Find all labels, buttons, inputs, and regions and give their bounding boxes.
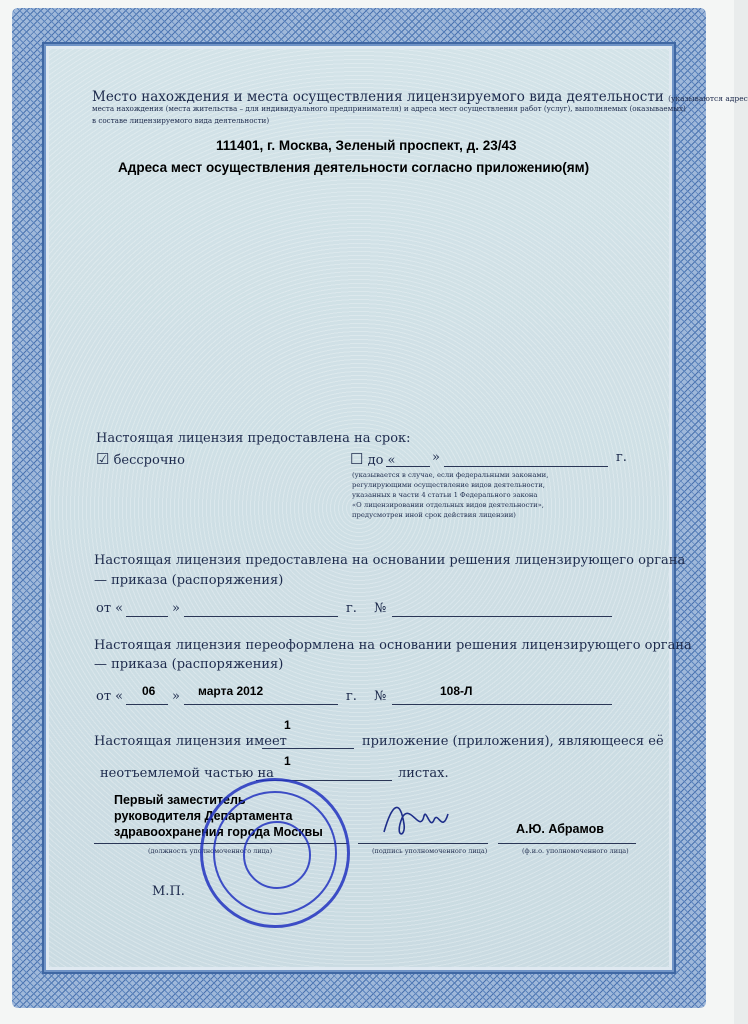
until-date-blank	[444, 466, 608, 467]
position-line: здравоохранения города Москвы	[114, 825, 323, 839]
sheets-line-end: листах.	[398, 766, 449, 781]
reissue-line-2: — приказа (распоряжения)	[94, 657, 284, 672]
reissue-number-line	[392, 704, 612, 705]
section-title-main: Место нахождения и места осуществления лицензируемого вида деятельности	[92, 89, 664, 105]
reissue-quote-close: »	[172, 689, 180, 704]
sheets-line-start: неотъемлемой частью на	[100, 766, 274, 781]
annex-line-start: Настоящая лицензия имеет	[94, 734, 287, 749]
name-caption: (ф.и.о. уполномоченного лица)	[522, 847, 629, 855]
reissue-year-suffix: г.	[346, 689, 357, 704]
term-note-line: регулирующими осуществление видов деятельности,	[352, 481, 545, 489]
name-line-rule	[498, 843, 636, 844]
reissue-date-line	[184, 704, 338, 705]
reissue-from-label: от «	[96, 689, 124, 704]
position-line: Первый заместитель	[114, 793, 246, 807]
until-day-blank	[386, 466, 430, 467]
signatory-name: А.Ю. Абрамов	[516, 822, 604, 836]
empty-checkbox-icon: ☐	[350, 450, 364, 468]
signature-caption: (подпись уполномоченного лица)	[372, 847, 488, 855]
reissue-day: 06	[142, 684, 156, 698]
basis-year-suffix: г.	[346, 601, 357, 616]
basis-number-sign: №	[374, 601, 387, 616]
annex-count: 1	[284, 718, 291, 732]
reissue-month-year: марта 2012	[198, 684, 264, 698]
term-note	[352, 470, 572, 520]
until-year-suffix: г.	[616, 450, 627, 465]
reissue-day-line	[126, 704, 168, 705]
until-quote-close: »	[432, 450, 440, 465]
section-title-note: (указываются адрес	[668, 94, 748, 103]
seal-place-label: М.П.	[152, 884, 185, 899]
indefinite-option	[96, 450, 185, 468]
basis-line-1: Настоящая лицензия предоставлена на основании решения лицензирующего органа	[94, 553, 686, 568]
address-text: 111401, г. Москва, Зеленый проспект, д. 23/43	[216, 138, 517, 153]
basis-day-blank	[126, 616, 168, 617]
annex-line-end: приложение (приложения), являющееся её	[362, 734, 664, 749]
basis-line-2: — приказа (распоряжения)	[94, 573, 284, 588]
reissue-number: 108-Л	[440, 684, 473, 698]
checked-checkbox-icon: ☑	[96, 450, 110, 468]
basis-from-label: от «	[96, 601, 124, 616]
annex-count-line	[262, 748, 354, 749]
basis-quote-close: »	[172, 601, 180, 616]
reissue-number-sign: №	[374, 689, 387, 704]
term-note-line: указанных в части 4 статьи 1 Федерального закона	[352, 491, 538, 499]
until-label: до «	[367, 453, 396, 468]
reissue-line-1: Настоящая лицензия переоформлена на основании решения лицензирующего органа	[94, 638, 692, 653]
term-note-line: предусмотрен иной срок действия лицензии)	[352, 511, 516, 519]
term-note-line: «О лицензировании отдельных видов деятельности»,	[352, 501, 544, 509]
indefinite-label: бессрочно	[113, 453, 185, 468]
term-note-line: (указывается в случае, если федеральными законами,	[352, 471, 549, 479]
handwritten-signature	[380, 794, 460, 844]
section-note-line-2: места нахождения (места жительства – для индивидуального предпринимателя) и адреса мест осуществления работ (услуг), выполняемых (оказываемых)	[92, 104, 686, 113]
section-note-line-3: в составе лицензируемого вида деятельности)	[92, 116, 270, 125]
term-heading: Настоящая лицензия предоставлена на срок:	[96, 431, 411, 446]
position-line: руководителя Департамента	[114, 809, 293, 823]
sheet-count: 1	[284, 754, 291, 768]
official-seal	[200, 778, 350, 928]
address-note: Адреса мест осуществления деятельности согласно приложению(ям)	[118, 160, 590, 175]
basis-number-blank	[392, 616, 612, 617]
section-title	[92, 89, 748, 105]
position-caption: (должность уполномоченного лица)	[148, 847, 273, 855]
basis-date-blank	[184, 616, 338, 617]
